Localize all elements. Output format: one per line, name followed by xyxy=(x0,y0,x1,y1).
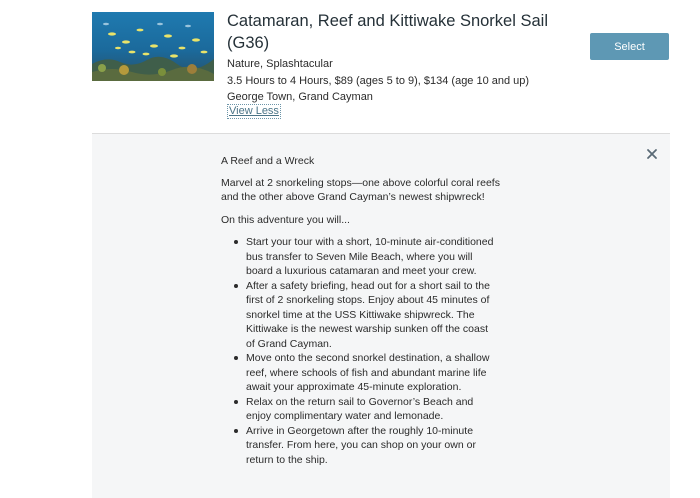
excursion-title: Catamaran, Reef and Kittiwake Snorkel Sail (G36) xyxy=(227,12,548,52)
excursion-details xyxy=(221,154,501,467)
itinerary-item: Relax on the return sail to Governor’s Beach and enjoy complimentary water and lemonade. xyxy=(246,395,494,424)
view-less-link[interactable]: View Less xyxy=(229,105,279,117)
details-lead: On this adventure you will... xyxy=(221,213,350,226)
itinerary-item: Arrive in Georgetown after the roughly 10-minute transfer. From here, you can shop on your own or return to the ship. xyxy=(246,424,494,468)
close-icon xyxy=(645,147,659,161)
itinerary-item: After a safety briefing, head out for a short sail to the first of 2 snorkeling stops. Enjoy about 45 minutes of snorkel time at the USS Kittiwake shipwreck. The Kittiwake is the newest warship sunken off the coast of Grand Cayman. xyxy=(246,279,494,352)
details-heading: A Reef and a Wreck xyxy=(221,155,315,167)
itinerary-item: Start your tour with a short, 10-minute air-conditioned bus transfer to Seven Mile Beach, where you will board a luxurious catamaran and meet your crew. xyxy=(246,236,494,277)
excursion-thumbnail xyxy=(92,12,214,81)
excursion-meta xyxy=(227,56,529,106)
excursion-duration-price: 3.5 Hours to 4 Hours, $89 (ages 5 to 9), $134 (age 10 and up) xyxy=(227,74,530,87)
close-details-button[interactable] xyxy=(645,147,659,161)
select-button[interactable]: Select xyxy=(590,33,669,60)
excursion-categories: Nature, Splashtacular xyxy=(227,58,333,70)
details-intro: Marvel at 2 snorkeling stops—one above colorful coral reefs and the other above Grand Cayman’s newest shipwreck! xyxy=(221,176,500,203)
itinerary-item: Move onto the second snorkel destination, a shallow reef, where schools of fish and abundant marine life await your approximate 45-minute exploration. xyxy=(246,351,494,395)
excursion-location: George Town, Grand Cayman xyxy=(227,91,373,103)
itinerary-list xyxy=(221,235,501,467)
reef-fish-photo xyxy=(92,12,214,81)
